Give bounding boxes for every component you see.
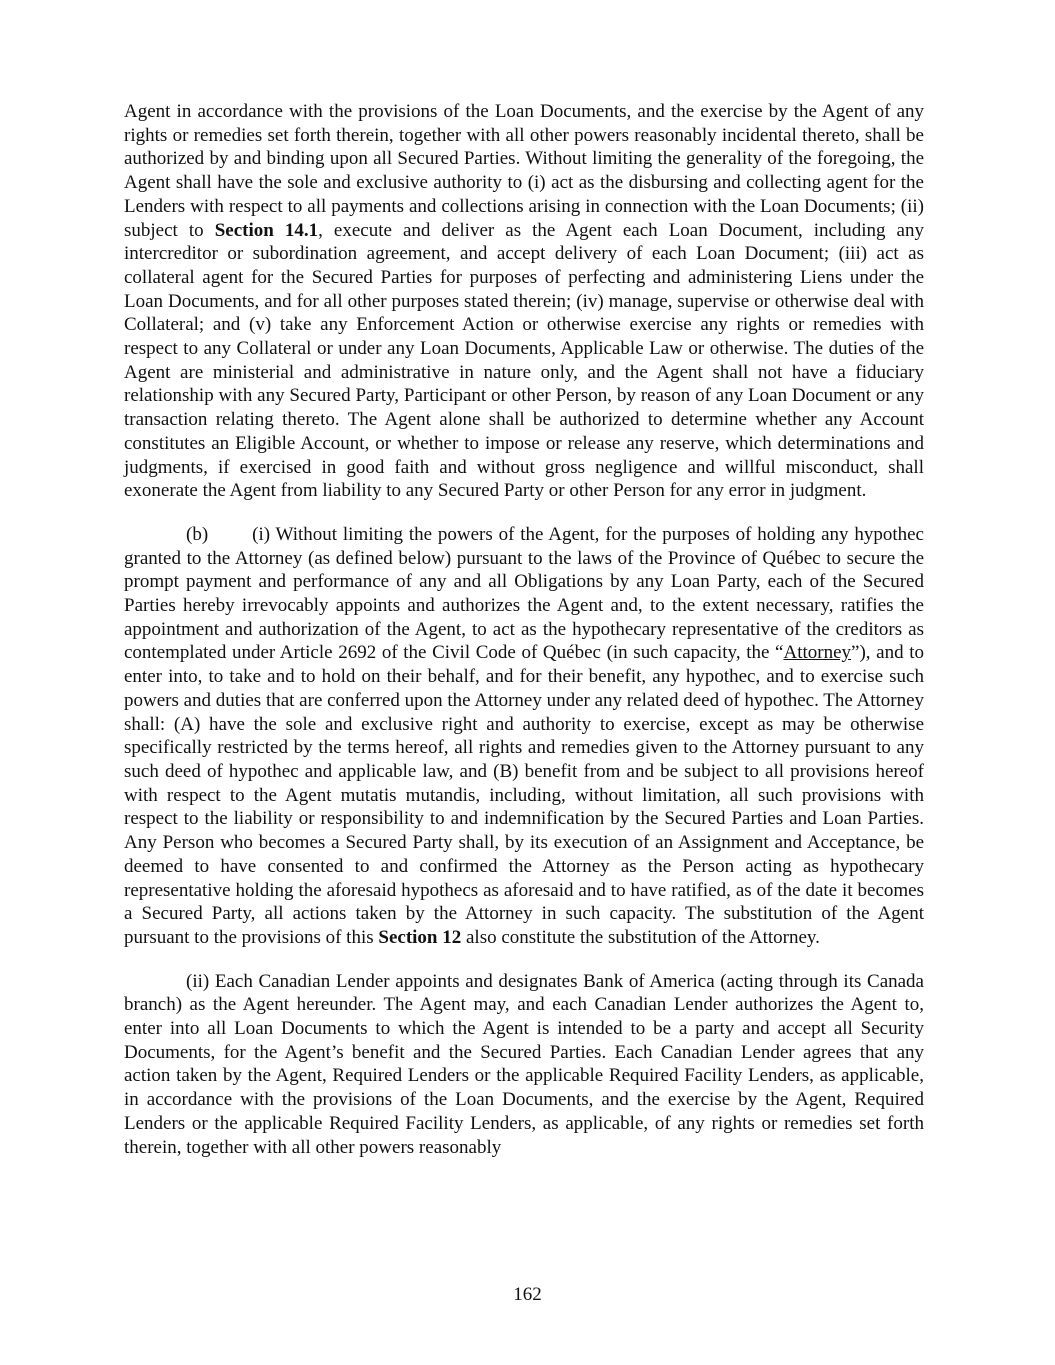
paragraph-text: (i) Without limiting the powers of the Agent, for the purposes of holding any hypothec granted to the Attorney (as defined below) pursuant to the laws of the Province of Québec to secure the prompt payment and performance of any and all Obligations by any Loan Party, each of the Secured Parties hereby irrevocably appoints and authorizes the Agent and, to the extent necessary, ratifies the appointment and authorization of the Agent, to act as the hypothecary representative of the creditors as contemplated under Article 2692 of the Civil Code of Québec (in such capacity, the “ (124, 523, 924, 664)
paragraph-text: (ii) Each Canadian Lender appoints and designates Bank of America (acting through its Canada branch) as the Agent hereunder. The Agent may, and each Canadian Lender authorizes the Agent to, enter into all Loan Documents to which the Agent is intended to be a party and accept all Security Documents, for the Agent’s benefit and the Secured Parties. Each Canadian Lender agrees that any action taken by the Agent, Required Lenders or the applicable Required Facility Lenders, as applicable, in accordance with the provisions of the Loan Documents, and the exercise by the Agent, Required Lenders or the applicable Required Facility Lenders, as applicable, of any rights or remedies set forth therein, together with all other powers reasonably (124, 970, 924, 1158)
paragraph-hypothecary-representative (124, 523, 924, 950)
paragraph-text: ”), and to enter into, to take and to hold on their behalf, and for their benefit, any hypothec, and to exercise such powers and duties that are conferred upon the Attorney under any related deed of hypothec. The Attorney shall: (A) have the sole and exclusive right and authority to exercise, except as may be otherwise specifically restricted by the terms hereof, all rights and remedies given to the Attorney pursuant to any such deed of hypothec and applicable law, and (B) benefit from and be subject to all provisions hereof with respect to the Agent mutatis mutandis, including, without limitation, all such provisions with respect to the liability or responsibility to and indemnification by the Secured Parties and Loan Parties. Any Person who becomes a Secured Party shall, by its execution of an Assignment and Acceptance, be deemed to have consented to and confirmed the Attorney as the Person acting as hypothecary representative holding the aforesaid hypothecs as aforesaid and to have ratified, as of the date it becomes a Secured Party, all actions taken by the Attorney in such capacity. The substitution of the Agent pursuant to the provisions of this (124, 642, 925, 948)
paragraph-text: Agent in accordance with the provisions of the Loan Documents, and the exercise by the Agent of any rights or remedies set forth therein, together with all other powers reasonably incidental thereto, shall be authorized by and binding upon all Secured Parties. Without limiting the generality of the foregoing, the Agent shall have the sole and exclusive authority to (i) act as the disbursing and collecting agent for the Lenders with respect to all payments and collections arising in connection with the Loan Documents; (ii) subject to (124, 101, 924, 241)
section-reference: Section 12 (378, 926, 462, 948)
paragraph-text: , execute and deliver as the Agent each Loan Document, including any intercreditor or subordination agreement, and accept delivery of each Loan Document; (iii) act as collateral agent for the Secured Parties for purposes of perfecting and administering Liens under the Loan Documents, and for all other purposes stated therein; (iv) manage, supervise or otherwise deal with Collateral; and (v) take any Enforcement Action or otherwise exercise any rights or remedies with respect to any Collateral or under any Loan Documents, Applicable Law or otherwise. The duties of the Agent are ministerial and administrative in nature only, and the Agent shall not have a fiduciary relationship with any Secured Party, Participant or other Person, by reason of any Loan Document or any transaction relating thereto. The Agent alone shall be authorized to determine whether any Account constitutes an Eligible Account, or whether to impose or release any reserve, which determinations and judgments, if exercised in good faith and without gross negligence and willful misconduct, shall exonerate the Agent from liability to any Secured Party or other Person for any error in judgment. (124, 219, 924, 502)
paragraph-text: also constitute the substitution of the Attorney. (461, 926, 820, 948)
paragraph-agent-authority (124, 100, 924, 503)
section-reference: Section 14.1 (214, 219, 319, 241)
defined-term: Attorney (783, 642, 852, 664)
subsection-label: (b) (186, 523, 209, 545)
paragraph-canadian-lender (124, 970, 924, 1160)
page-number: 162 (513, 1284, 542, 1305)
document-page (124, 100, 924, 1159)
